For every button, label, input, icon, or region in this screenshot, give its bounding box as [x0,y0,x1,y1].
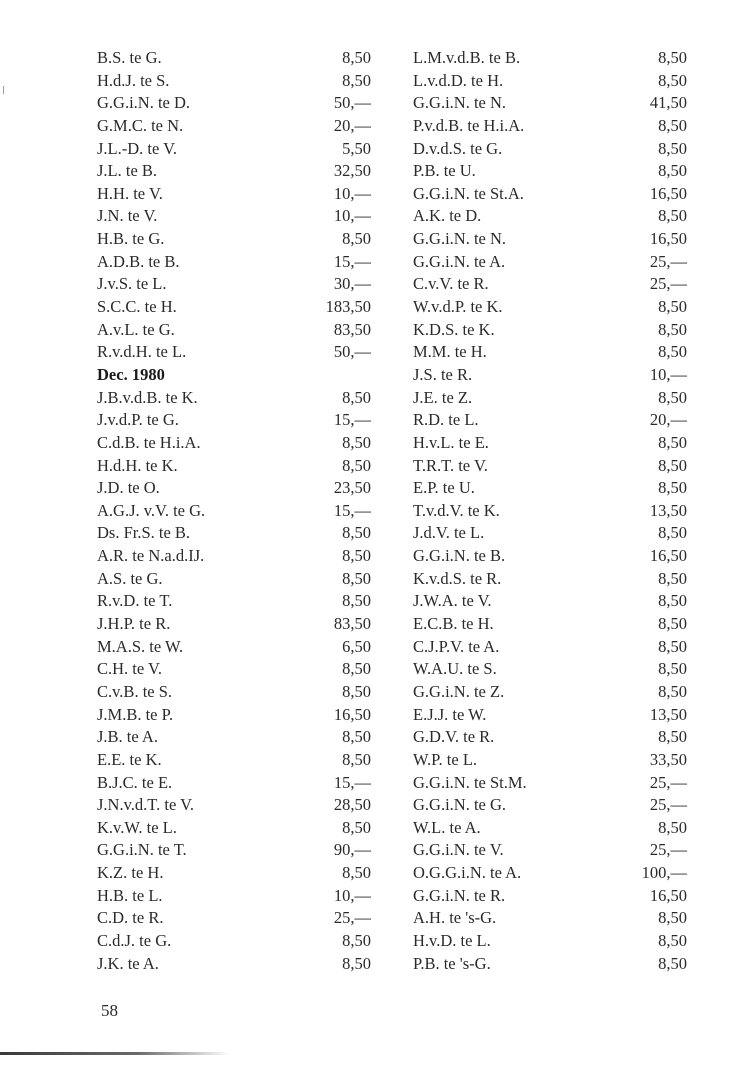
donation-amount: 8,50 [658,930,687,950]
donation-amount: 25,— [649,795,687,815]
donation-entry [413,772,687,795]
donation-amount: 16,50 [649,546,687,566]
donor-name: H.v.L. te E. [413,432,489,452]
donation-entry [97,726,371,749]
donation-entry [413,817,687,840]
donation-entry [413,590,687,613]
donation-amount: 83,50 [333,614,371,634]
donor-name: C.v.V. te R. [413,274,489,294]
donation-entry [97,432,371,455]
donation-amount: 8,50 [658,138,687,158]
donation-entry [97,545,371,568]
donation-amount: 8,50 [658,614,687,634]
donor-name: J.L. te B. [97,161,158,181]
donor-name: J.W.A. te V. [413,591,492,611]
scan-artifact-mark [3,86,4,94]
donor-name: H.B. te L. [97,885,163,905]
donor-name: H.d.H. te K. [97,455,178,475]
donor-name: P.B. te U. [413,161,476,181]
donation-entry [413,704,687,727]
donation-amount: 28,50 [333,795,371,815]
donor-name: O.G.G.i.N. te A. [413,863,522,883]
donation-amount: 8,50 [658,206,687,226]
donation-entry [413,228,687,251]
donor-name: G.D.V. te R. [413,727,495,747]
donor-name: W.P. te L. [413,749,478,769]
donor-name: E.P. te U. [413,478,475,498]
donation-entry [413,183,687,206]
donation-entry [413,749,687,772]
donor-name: G.G.i.N. te St.M. [413,772,527,792]
donation-amount: 10,— [333,183,371,203]
donor-name: J.S. te R. [413,364,473,384]
donation-amount: 8,50 [342,455,371,475]
donation-entry [413,364,687,387]
donation-entry [413,387,687,410]
donation-amount: 25,— [649,251,687,271]
donation-entry [97,387,371,410]
donor-name: C.v.B. te S. [97,681,173,701]
donation-amount: 8,50 [342,863,371,883]
donation-amount: 16,50 [333,704,371,724]
donation-amount: 13,50 [649,500,687,520]
donor-name: G.G.i.N. te G. [413,795,507,815]
donor-name: R.v.D. te T. [97,591,173,611]
donor-name: B.J.C. te E. [97,772,173,792]
donation-amount: 8,50 [342,953,371,973]
donation-amount: 25,— [649,840,687,860]
donation-amount: 13,50 [649,704,687,724]
donation-entry [97,522,371,545]
donor-name: M.A.S. te W. [97,636,184,656]
donor-name: J.v.S. te L. [97,274,167,294]
donation-entry [413,613,687,636]
donation-entry [97,160,371,183]
donation-amount: 90,— [333,840,371,860]
donation-amount: 25,— [649,274,687,294]
donation-amount: 33,50 [649,749,687,769]
donation-entry [97,658,371,681]
donor-name: G.G.i.N. te St.A. [413,183,524,203]
donor-name: H.H. te V. [97,183,163,203]
donor-name: H.B. te G. [97,229,165,249]
donor-name: H.v.D. te L. [413,930,491,950]
donor-name: G.M.C. te N. [97,115,184,135]
donation-entry [413,409,687,432]
donation-amount: 20,— [649,410,687,430]
donor-name: S.C.C. te H. [97,297,177,317]
donor-name: C.D. te R. [97,908,164,928]
donation-entry [97,70,371,93]
donation-amount: 8,50 [658,953,687,973]
donation-amount: 83,50 [333,319,371,339]
donor-name: C.H. te V. [97,659,162,679]
donor-name: A.K. te D. [413,206,482,226]
donation-amount: 8,50 [342,70,371,90]
donation-entry [413,500,687,523]
donor-name: R.D. te L. [413,410,479,430]
donation-entry [97,138,371,161]
donor-name: A.G.J. v.V. te G. [97,500,206,520]
page-number: 58 [101,1001,118,1020]
donor-name: R.v.d.H. te L. [97,342,187,362]
donation-amount: 8,50 [658,342,687,362]
donor-name: K.Z. te H. [97,863,164,883]
donation-amount: 15,— [333,772,371,792]
donation-amount: 8,50 [342,48,371,67]
donation-amount: 8,50 [658,817,687,837]
donor-name: J.B.v.d.B. te K. [97,387,198,407]
donation-amount: 8,50 [342,681,371,701]
donation-entry [97,183,371,206]
donation-entry [413,930,687,953]
donation-entry [97,115,371,138]
donor-name: H.d.J. te S. [97,70,170,90]
donation-entry [413,205,687,228]
donor-name: A.v.L. te G. [97,319,175,339]
donation-entry [97,636,371,659]
donor-name: J.E. te Z. [413,387,473,407]
donor-name: B.S. te G. [97,48,162,67]
section-heading-label: Dec. 1980 [97,364,165,384]
donation-amount: 8,50 [342,568,371,588]
donation-amount: 8,50 [658,115,687,135]
donor-name: C.d.B. te H.i.A. [97,432,201,452]
donation-entry [97,953,371,976]
donation-entry [97,455,371,478]
donation-entry [97,794,371,817]
donor-name: J.D. te O. [97,478,160,498]
donation-amount: 25,— [333,908,371,928]
donation-amount: 32,50 [333,161,371,181]
donor-name: J.v.d.P. te G. [97,410,179,430]
donor-name: D.v.d.S. te G. [413,138,503,158]
donation-entry [413,839,687,862]
donation-entry [413,681,687,704]
donation-entry [413,138,687,161]
donation-entry [97,341,371,364]
donation-entry [413,862,687,885]
donation-amount: 8,50 [658,681,687,701]
donor-name: T.v.d.V. te K. [413,500,500,520]
donor-name: K.D.S. te K. [413,319,495,339]
donation-entry [97,681,371,704]
donor-name: J.d.V. te L. [413,523,485,543]
donor-name: A.S. te G. [97,568,163,588]
donor-name: C.J.P.V. te A. [413,636,500,656]
donation-amount: 15,— [333,410,371,430]
scan-edge-shadow [0,1052,230,1055]
donation-amount: 8,50 [658,455,687,475]
donor-name: G.G.i.N. te D. [97,93,191,113]
donation-amount: 8,50 [658,319,687,339]
donation-amount: 8,50 [658,568,687,588]
donation-entry [97,704,371,727]
donation-amount: 8,50 [658,48,687,67]
donation-amount: 25,— [649,772,687,792]
donation-amount: 8,50 [342,229,371,249]
donation-entry [97,613,371,636]
donation-entry [97,228,371,251]
donation-amount: 8,50 [342,930,371,950]
donation-list-left-column [97,47,371,975]
donation-entry [413,432,687,455]
donor-name: G.G.i.N. te Z. [413,681,505,701]
donation-amount: 8,50 [342,659,371,679]
donation-entry [97,273,371,296]
donor-name: Ds. Fr.S. te B. [97,523,191,543]
donation-amount: 8,50 [658,161,687,181]
donation-amount: 8,50 [658,297,687,317]
donation-entry [97,251,371,274]
donation-amount: 8,50 [658,591,687,611]
donation-entry [97,817,371,840]
donation-amount: 8,50 [658,659,687,679]
donation-amount: 16,50 [649,229,687,249]
donation-amount: 8,50 [342,749,371,769]
donation-amount: 16,50 [649,183,687,203]
donation-amount: 20,— [333,115,371,135]
donation-entry [97,930,371,953]
donation-entry [97,862,371,885]
donor-name: J.L.-D. te V. [97,138,178,158]
donor-name: J.N.v.d.T. te V. [97,795,195,815]
donor-name: L.M.v.d.B. te B. [413,48,521,67]
donor-name: E.C.B. te H. [413,614,494,634]
donation-entry [413,885,687,908]
donor-name: T.R.T. te V. [413,455,488,475]
donation-entry [413,522,687,545]
donor-name: K.v.W. te L. [97,817,177,837]
donor-name: W.A.U. te S. [413,659,497,679]
donation-amount: 8,50 [342,817,371,837]
donation-amount: 8,50 [658,636,687,656]
donation-entry [97,839,371,862]
donation-amount: 16,50 [649,885,687,905]
donation-amount: 8,50 [658,908,687,928]
donation-amount: 8,50 [658,70,687,90]
donor-name: J.M.B. te P. [97,704,174,724]
donation-amount: 8,50 [342,591,371,611]
donor-name: G.G.i.N. te R. [413,885,506,905]
donor-name: G.G.i.N. te N. [413,93,507,113]
donation-amount: 8,50 [658,727,687,747]
donation-entry [413,92,687,115]
donation-amount: 50,— [333,93,371,113]
donor-name: G.G.i.N. te N. [413,229,507,249]
donation-entry [97,47,371,70]
donor-name: C.d.J. te G. [97,930,172,950]
donation-amount: 10,— [333,206,371,226]
donation-amount: 10,— [649,364,687,384]
donation-entry [97,477,371,500]
donor-name: J.B. te A. [97,727,158,747]
donation-entry [413,341,687,364]
donor-name: J.N. te V. [97,206,158,226]
donation-amount: 8,50 [342,387,371,407]
donation-amount: 5,50 [342,138,371,158]
donation-amount: 15,— [333,500,371,520]
donor-name: A.D.B. te B. [97,251,180,271]
donation-amount: 8,50 [658,523,687,543]
donor-name: G.G.i.N. te A. [413,251,506,271]
donor-name: G.G.i.N. te V. [413,840,504,860]
donation-entry [97,885,371,908]
donation-amount: 6,50 [342,636,371,656]
donation-amount: 8,50 [658,478,687,498]
donation-entry [97,409,371,432]
donation-entry [413,545,687,568]
donor-name: M.M. te H. [413,342,487,362]
donor-name: W.L. te A. [413,817,481,837]
donation-entry [413,636,687,659]
donation-amount: 50,— [333,342,371,362]
donation-entry [97,568,371,591]
donor-name: J.K. te A. [97,953,159,973]
donation-amount: 8,50 [658,432,687,452]
donation-entry [97,319,371,342]
donation-amount: 8,50 [342,432,371,452]
donation-amount: 8,50 [342,523,371,543]
donor-name: E.J.J. te W. [413,704,487,724]
donation-entry [413,794,687,817]
donation-amount: 8,50 [658,387,687,407]
donor-name: L.v.d.D. te H. [413,70,504,90]
donor-name: K.v.d.S. te R. [413,568,502,588]
donation-amount: 30,— [333,274,371,294]
donation-amount: 183,50 [325,297,371,317]
donation-entry [97,772,371,795]
donation-amount: 15,— [333,251,371,271]
donor-name: A.R. te N.a.d.IJ. [97,546,205,566]
donation-amount: 10,— [333,885,371,905]
donation-entry [413,273,687,296]
donation-amount: 23,50 [333,478,371,498]
donor-name: A.H. te 's-G. [413,908,497,928]
donation-entry [413,47,687,70]
donation-entry [413,115,687,138]
donation-entry [413,658,687,681]
donor-name: J.H.P. te R. [97,614,171,634]
donation-entry [413,568,687,591]
donation-entry [413,907,687,930]
donation-amount: 41,50 [649,93,687,113]
donor-name: G.G.i.N. te B. [413,546,506,566]
donation-entry [413,319,687,342]
donation-entry [413,726,687,749]
section-heading [97,364,371,387]
donor-name: E.E. te K. [97,749,162,769]
donor-name: W.v.d.P. te K. [413,297,503,317]
donation-entry [413,251,687,274]
donation-entry [413,160,687,183]
donor-name: P.B. te 's-G. [413,953,491,973]
donation-entry [97,749,371,772]
donor-name: G.G.i.N. te T. [97,840,187,860]
donation-amount: 8,50 [342,546,371,566]
donation-entry [97,296,371,319]
donation-entry [97,205,371,228]
donation-entry [97,92,371,115]
donation-entry [97,907,371,930]
donation-entry [413,296,687,319]
donation-entry [413,455,687,478]
donation-amount: 8,50 [342,727,371,747]
donation-entry [413,477,687,500]
donation-entry [97,500,371,523]
donor-name: P.v.d.B. te H.i.A. [413,115,525,135]
donation-entry [413,953,687,976]
donation-entry [413,70,687,93]
donation-entry [97,590,371,613]
donation-amount: 100,— [641,863,687,883]
donation-list-right-column [413,47,687,975]
